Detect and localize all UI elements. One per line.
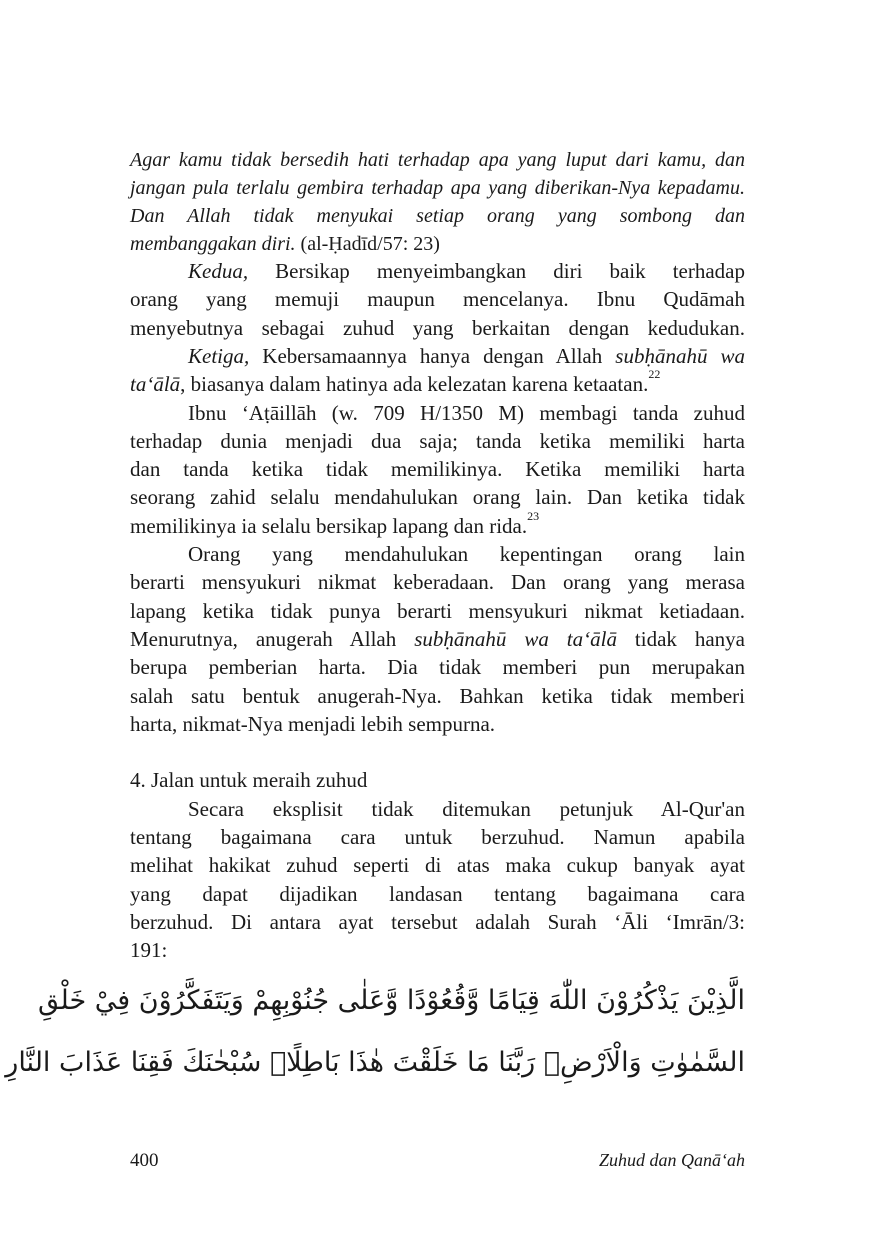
text-line [188, 257, 745, 285]
text-segment: , biasanya dalam hatinya ada kelezatan karena ketaatan. [180, 372, 649, 396]
text-line [130, 908, 745, 936]
text-segment: berupa pemberian harta. Dia tidak memberi pun merupakan [130, 655, 745, 679]
text-segment: ta‘ālā [130, 372, 181, 396]
text-line [130, 653, 745, 681]
text-segment: Dan Allah tidak menyukai setiap orang yang sombong dan [130, 205, 745, 227]
text-line [188, 342, 745, 370]
text-segment: Kedua, [188, 259, 249, 283]
text-line [130, 367, 745, 398]
text-line [130, 682, 745, 710]
text-segment: subḥānahū wa ta‘ālā [414, 627, 617, 651]
text-segment: Kebersamaannya hanya dengan Allah [249, 344, 616, 368]
text-segment: Menurutnya, anugerah Allah [130, 627, 415, 651]
text-segment: tidak hanya [616, 627, 745, 651]
text-line [188, 795, 745, 823]
section-heading: 4. Jalan untuk meraih zuhud [130, 768, 368, 792]
text-line [130, 483, 745, 511]
text-segment: membanggakan diri. [130, 233, 296, 255]
text-segment: Secara eksplisit tidak ditemukan petunjuk Al-Qur'an [188, 797, 745, 821]
text-line [188, 540, 745, 568]
text-line [130, 509, 745, 540]
text-segment: melihat hakikat zuhud seperti di atas maka cukup banyak ayat [130, 853, 745, 877]
text-segment: subḥānahū wa [615, 344, 745, 368]
text-line [130, 710, 745, 738]
running-title: Zuhud dan Qanā‘ah [598, 1150, 745, 1170]
text-line [188, 399, 745, 427]
text-segment: harta, nikmat-Nya menjadi lebih sempurna. [130, 712, 496, 736]
text-segment: lapang ketika tidak punya berarti mensyukuri nikmat ketiadaan. [130, 599, 745, 623]
text-segment: salah satu bentuk anugerah-Nya. Bahkan ketika tidak memberi [130, 684, 745, 708]
text-line [130, 823, 745, 851]
text-line [130, 597, 745, 625]
text-segment: seorang zahid selalu mendahulukan orang lain. Dan ketika tidak [130, 485, 745, 509]
page-number: 400 [130, 1150, 159, 1171]
text-segment: (al-Ḥadīd/57: 23) [295, 233, 440, 255]
arabic-verse-line-2: السَّمٰوٰتِ وَالْاَرْضِۚ رَبَّنَا مَا خَلَقْتَ هٰذَا بَاطِلًاۚ سُبْحٰنَكَ فَقِنَا عَذَابَ النَّارِ [5, 1047, 745, 1078]
text-line [130, 455, 745, 483]
text-segment: Bersikap menyeimbangkan diri baik terhadap [248, 259, 745, 283]
text-segment: menyebutnya sebagai zuhud yang berkaitan dengan kedudukan. [130, 316, 745, 340]
arabic-verse-line-1: الَّذِيْنَ يَذْكُرُوْنَ اللّٰهَ قِيَامًا وَّقُعُوْدًا وَّعَلٰى جُنُوْبِهِمْ وَيَتَفَكَّرُوْنَ فِيْ خَلْقِ [38, 985, 745, 1016]
text-segment: berarti mensyukuri nikmat keberadaan. Dan orang yang merasa [130, 570, 745, 594]
text-segment: memilikinya ia selalu bersikap lapang dan rida. [130, 514, 528, 538]
text-segment: yang dapat dijadikan landasan tentang bagaimana cara [130, 882, 745, 906]
text-line [130, 568, 745, 596]
text-line [130, 285, 745, 313]
text-line [130, 936, 745, 964]
text-segment: 191: [130, 938, 168, 962]
text-segment: Ibnu ‘Aṭāillāh (w. 709 H/1350 M) membagi tanda zuhud [188, 401, 745, 425]
text-segment: Ketiga, [188, 344, 250, 368]
text-line [130, 174, 745, 202]
footnote-ref: 23 [527, 509, 540, 523]
text-segment: dan tanda ketika tidak memilikinya. Ketika memiliki harta [130, 457, 745, 481]
text-line [130, 625, 745, 653]
footnote-ref: 22 [648, 367, 661, 381]
text-segment: orang yang memuji maupun mencelanya. Ibnu Qudāmah [130, 287, 745, 311]
text-line [130, 202, 745, 230]
text-segment: jangan pula terlalu gembira terhadap apa yang diberikan-Nya kepadamu. [130, 177, 745, 199]
text-line [130, 880, 745, 908]
text-segment: terhadap dunia menjadi dua saja; tanda ketika memiliki harta [130, 429, 745, 453]
text-segment: berzuhud. Di antara ayat tersebut adalah Surah ‘Āli ‘Imrān/3: [130, 910, 745, 934]
text-segment: tentang bagaimana cara untuk berzuhud. Namun apabila [130, 825, 745, 849]
text-line [130, 230, 745, 258]
text-segment: Agar kamu tidak bersedih hati terhadap apa yang luput dari kamu, dan [130, 149, 745, 171]
text-line [130, 851, 745, 879]
text-line [130, 314, 745, 342]
text-line [130, 427, 745, 455]
text-line [130, 146, 745, 174]
text-segment: Orang yang mendahulukan kepentingan orang lain [188, 542, 745, 566]
